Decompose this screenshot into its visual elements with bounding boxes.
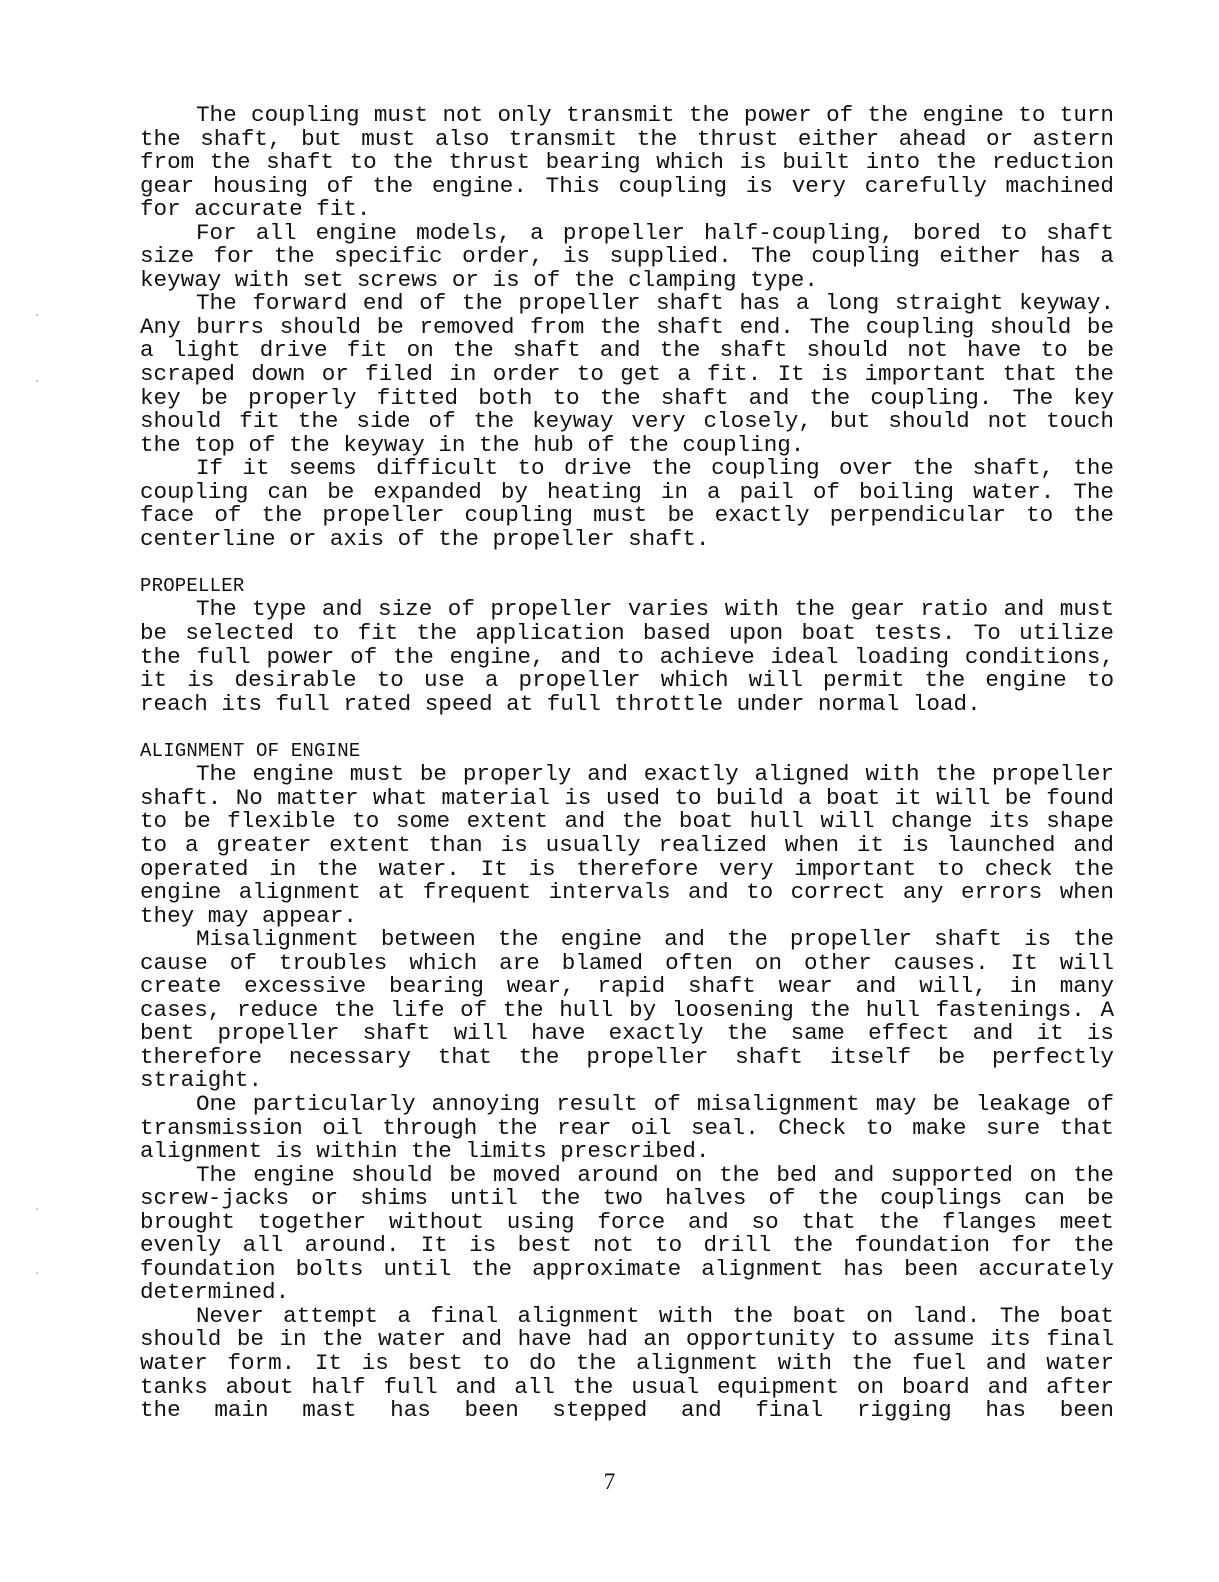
- paragraph-alignment-intro: The engine must be properly and exactly aligned with the propeller shaft. No matter what material is used to build a boat it will be found to be flexible to some extent and the boat hull will change its shape to a greater extent than is usually realized when it is launched and operated in the water. It is therefore very important to check the engine alignment at frequent intervals and to correct any errors when they may appear.: [140, 761, 1114, 929]
- scan-speck: [36, 1208, 38, 1210]
- body-text: [140, 104, 1114, 1423]
- paragraph-heating-coupling: If it seems difficult to drive the coupling over the shaft, the coupling can be expanded by heating in a pail of boiling water. The face of the propeller coupling must be exactly perpendicular to the centerline or axis of the propeller shaft.: [140, 455, 1114, 552]
- paragraph-propeller-selection: The type and size of propeller varies with the gear ratio and must be selected to fit the application based upon boat tests. To utilize the full power of the engine, and to achieve ideal loading conditions, it is desirable to use a propeller which will permit the engine to reach its full rated speed at full throttle under normal load.: [140, 596, 1114, 717]
- scan-speck: [36, 380, 38, 382]
- paragraph-oil-leakage: One particularly annoying result of misalignment may be leakage of transmission oil through the rear oil seal. Check to make sure that alignment is within the limits prescribed.: [140, 1090, 1114, 1165]
- paragraph-engine-bed: The engine should be moved around on the bed and supported on the screw-jacks or shims until the two halves of the couplings can be brought together without using force and so that the flanges meet evenly all around. It is best not to drill the foundation for the foundation bolts until the approximate alignment has been accurately determined.: [140, 1161, 1114, 1306]
- paragraph-keyway: The forward end of the propeller shaft has a long straight keyway. Any burrs should be removed from the shaft end. The coupling should be a light drive fit on the shaft and the shaft should not have to be scraped down or filed in order to get a fit. It is important that the key be properly fitted both to the shaft and the coupling. The key should fit the side of the keyway very closely, but should not touch the top of the keyway in the hub of the coupling.: [140, 290, 1114, 458]
- paragraph-final-alignment: Never attempt a final alignment with the boat on land. The boat should be in the water and have had an opportunity to assume its final water form. It is best to do the alignment with the fuel and water tanks about half full and all the usual equipment on board and after the main mast has been stepped and final rigging has been: [140, 1302, 1114, 1424]
- section-heading-alignment: ALIGNMENT OF ENGINE: [140, 739, 361, 762]
- paragraph-misalignment-troubles: Misalignment between the engine and the propeller shaft is the cause of troubles which are blamed often on other causes. It will create excessive bearing wear, rapid shaft wear and will, in many cases, reduce the life of the hull by loosening the hull fastenings. A bent propeller shaft will have exactly the same effect and it is therefore necessary that the propeller shaft itself be perfectly straight.: [140, 926, 1114, 1094]
- scan-speck: [36, 314, 38, 316]
- paragraph-coupling-thrust: The coupling must not only transmit the power of the engine to turn the shaft, but must also transmit the thrust either ahead or astern from the shaft to the thrust bearing which is built into the reduction gear housing of the engine. This coupling is very carefully machined for accurate fit.: [140, 102, 1114, 223]
- page-number: 7: [603, 1469, 616, 1494]
- section-heading-propeller: PROPELLER: [140, 574, 245, 597]
- scan-speck: [36, 1272, 38, 1274]
- paragraph-half-coupling: For all engine models, a propeller half-coupling, bored to shaft size for the specific order, is supplied. The coupling either has a keyway with set screws or is of the clamping type.: [140, 219, 1114, 293]
